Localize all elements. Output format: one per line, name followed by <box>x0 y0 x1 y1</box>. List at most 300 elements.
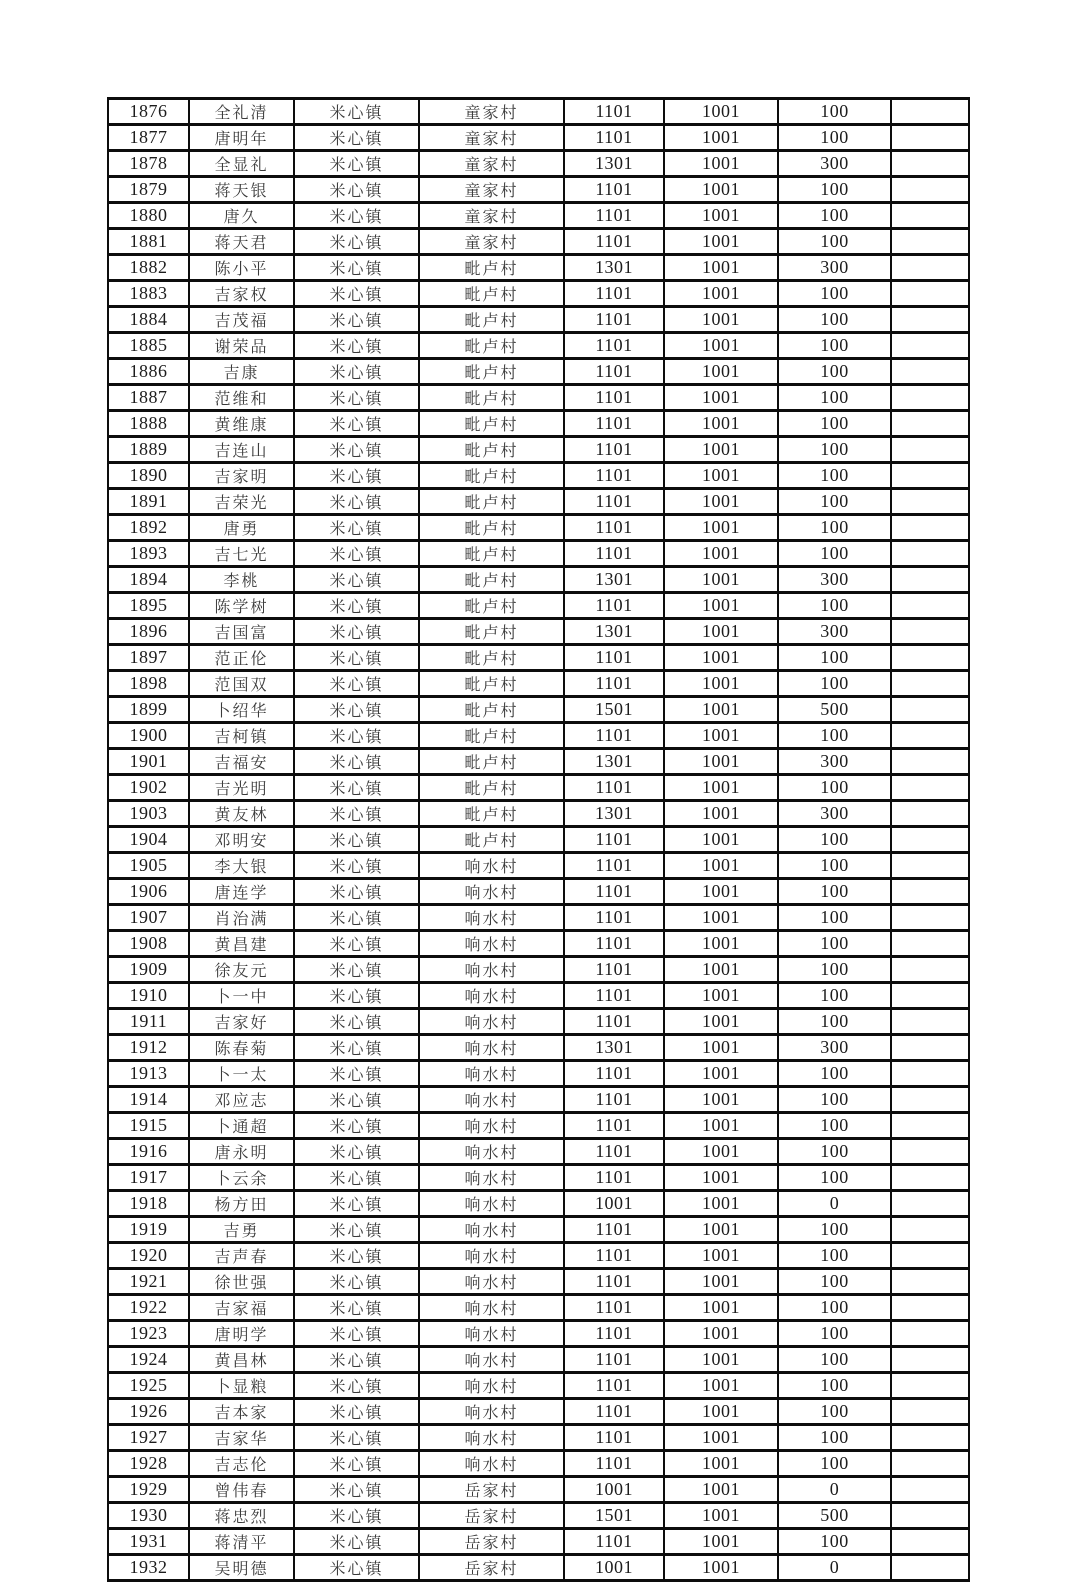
table-cell-person-name: 徐世强 <box>189 1269 294 1295</box>
table-cell-row-number: 1880 <box>108 203 189 229</box>
table-row <box>108 1139 969 1165</box>
table-cell-code-b: 1001 <box>664 957 778 983</box>
table-cell-row-number: 1917 <box>108 1165 189 1191</box>
table-cell-amount: 100 <box>778 307 891 333</box>
table-cell-row-number: 1908 <box>108 931 189 957</box>
table-cell-town: 米心镇 <box>294 1061 419 1087</box>
table-cell-town: 米心镇 <box>294 489 419 515</box>
table-cell-code-b: 1001 <box>664 1243 778 1269</box>
table-cell-code-a: 1501 <box>564 697 664 723</box>
table-cell-amount: 0 <box>778 1477 891 1503</box>
table-cell-village: 童家村 <box>419 177 564 203</box>
table-row <box>108 1373 969 1399</box>
table-cell-code-b: 1001 <box>664 203 778 229</box>
table-cell-person-name: 吉七光 <box>189 541 294 567</box>
table-cell-person-name: 吉连山 <box>189 437 294 463</box>
table-cell-row-number: 1882 <box>108 255 189 281</box>
table-cell-row-number: 1925 <box>108 1373 189 1399</box>
table-cell-code-b: 1001 <box>664 1087 778 1113</box>
table-cell-town: 米心镇 <box>294 1191 419 1217</box>
table-cell-remark <box>891 463 969 489</box>
table-cell-code-a: 1101 <box>564 489 664 515</box>
table-cell-code-a: 1101 <box>564 1139 664 1165</box>
table-cell-village: 毗卢村 <box>419 307 564 333</box>
table-cell-village: 童家村 <box>419 125 564 151</box>
table-cell-remark <box>891 801 969 827</box>
table-cell-person-name: 吉志伦 <box>189 1451 294 1477</box>
table-row <box>108 385 969 411</box>
table-cell-village: 响水村 <box>419 1061 564 1087</box>
table-cell-remark <box>891 1425 969 1451</box>
table-cell-code-a: 1101 <box>564 1529 664 1555</box>
table-row <box>108 1165 969 1191</box>
table-cell-row-number: 1928 <box>108 1451 189 1477</box>
table-cell-remark <box>891 1087 969 1113</box>
table-cell-village: 童家村 <box>419 99 564 125</box>
table-cell-amount: 100 <box>778 333 891 359</box>
table-cell-remark <box>891 489 969 515</box>
table-cell-person-name: 范国双 <box>189 671 294 697</box>
table-cell-person-name: 邓应志 <box>189 1087 294 1113</box>
table-cell-town: 米心镇 <box>294 1165 419 1191</box>
table-cell-amount: 100 <box>778 411 891 437</box>
table-cell-remark <box>891 1165 969 1191</box>
table-cell-code-a: 1101 <box>564 1217 664 1243</box>
table-cell-code-b: 1001 <box>664 645 778 671</box>
table-cell-amount: 300 <box>778 255 891 281</box>
table-cell-code-a: 1101 <box>564 879 664 905</box>
table-cell-code-a: 1101 <box>564 957 664 983</box>
table-cell-town: 米心镇 <box>294 1295 419 1321</box>
table-cell-row-number: 1887 <box>108 385 189 411</box>
table-cell-person-name: 陈学树 <box>189 593 294 619</box>
table-cell-code-b: 1001 <box>664 229 778 255</box>
table-cell-amount: 100 <box>778 645 891 671</box>
table-cell-village: 岳家村 <box>419 1477 564 1503</box>
table-cell-code-a: 1101 <box>564 1321 664 1347</box>
table-cell-amount: 100 <box>778 1451 891 1477</box>
table-cell-row-number: 1903 <box>108 801 189 827</box>
table-cell-person-name: 卜显粮 <box>189 1373 294 1399</box>
table-cell-town: 米心镇 <box>294 1087 419 1113</box>
table-cell-person-name: 卜一中 <box>189 983 294 1009</box>
table-cell-code-b: 1001 <box>664 567 778 593</box>
table-cell-row-number: 1926 <box>108 1399 189 1425</box>
table-cell-code-b: 1001 <box>664 1529 778 1555</box>
table-cell-code-b: 1001 <box>664 1477 778 1503</box>
table-cell-amount: 100 <box>778 203 891 229</box>
records-table-body <box>108 99 969 1581</box>
table-cell-remark <box>891 1477 969 1503</box>
table-cell-code-a: 1101 <box>564 1295 664 1321</box>
table-cell-village: 毗卢村 <box>419 645 564 671</box>
table-row <box>108 1191 969 1217</box>
table-cell-village: 毗卢村 <box>419 697 564 723</box>
table-cell-town: 米心镇 <box>294 1425 419 1451</box>
table-row <box>108 1061 969 1087</box>
table-cell-village: 毗卢村 <box>419 333 564 359</box>
table-row <box>108 1009 969 1035</box>
table-row <box>108 1243 969 1269</box>
table-cell-amount: 100 <box>778 125 891 151</box>
table-cell-village: 响水村 <box>419 957 564 983</box>
table-cell-town: 米心镇 <box>294 905 419 931</box>
table-cell-village: 童家村 <box>419 151 564 177</box>
table-cell-code-a: 1101 <box>564 671 664 697</box>
table-cell-code-a: 1501 <box>564 1503 664 1529</box>
table-cell-person-name: 唐明学 <box>189 1321 294 1347</box>
table-cell-amount: 100 <box>778 1295 891 1321</box>
table-cell-village: 响水村 <box>419 1399 564 1425</box>
table-cell-amount: 100 <box>778 515 891 541</box>
table-cell-remark <box>891 593 969 619</box>
table-cell-village: 毗卢村 <box>419 801 564 827</box>
table-cell-remark <box>891 99 969 125</box>
table-cell-row-number: 1876 <box>108 99 189 125</box>
table-cell-amount: 100 <box>778 489 891 515</box>
table-cell-row-number: 1916 <box>108 1139 189 1165</box>
table-row <box>108 697 969 723</box>
table-cell-person-name: 唐永明 <box>189 1139 294 1165</box>
table-cell-person-name: 肖治满 <box>189 905 294 931</box>
table-cell-code-b: 1001 <box>664 801 778 827</box>
table-cell-town: 米心镇 <box>294 879 419 905</box>
table-cell-remark <box>891 1373 969 1399</box>
table-cell-code-b: 1001 <box>664 1009 778 1035</box>
table-cell-person-name: 陈小平 <box>189 255 294 281</box>
table-cell-code-b: 1001 <box>664 437 778 463</box>
table-cell-person-name: 吉家好 <box>189 1009 294 1035</box>
table-cell-code-a: 1101 <box>564 1061 664 1087</box>
table-cell-row-number: 1894 <box>108 567 189 593</box>
table-cell-code-a: 1101 <box>564 385 664 411</box>
table-cell-code-b: 1001 <box>664 99 778 125</box>
table-cell-code-b: 1001 <box>664 1321 778 1347</box>
table-cell-village: 响水村 <box>419 1035 564 1061</box>
table-row <box>108 957 969 983</box>
table-cell-row-number: 1932 <box>108 1555 189 1581</box>
table-cell-row-number: 1884 <box>108 307 189 333</box>
table-cell-amount: 100 <box>778 957 891 983</box>
table-cell-remark <box>891 541 969 567</box>
table-cell-village: 响水村 <box>419 1269 564 1295</box>
table-cell-code-b: 1001 <box>664 723 778 749</box>
table-cell-village: 响水村 <box>419 1295 564 1321</box>
table-cell-code-b: 1001 <box>664 385 778 411</box>
table-cell-remark <box>891 437 969 463</box>
table-cell-remark <box>891 1347 969 1373</box>
table-cell-town: 米心镇 <box>294 723 419 749</box>
table-cell-row-number: 1909 <box>108 957 189 983</box>
table-cell-village: 响水村 <box>419 1347 564 1373</box>
table-cell-amount: 300 <box>778 1035 891 1061</box>
table-cell-code-a: 1101 <box>564 983 664 1009</box>
table-cell-village: 响水村 <box>419 1087 564 1113</box>
table-cell-row-number: 1898 <box>108 671 189 697</box>
table-cell-person-name: 吉柯镇 <box>189 723 294 749</box>
table-cell-row-number: 1927 <box>108 1425 189 1451</box>
table-cell-town: 米心镇 <box>294 1529 419 1555</box>
table-cell-row-number: 1907 <box>108 905 189 931</box>
table-cell-row-number: 1881 <box>108 229 189 255</box>
table-cell-person-name: 蒋天银 <box>189 177 294 203</box>
table-cell-row-number: 1915 <box>108 1113 189 1139</box>
table-cell-code-b: 1001 <box>664 359 778 385</box>
table-cell-village: 响水村 <box>419 905 564 931</box>
table-cell-amount: 100 <box>778 879 891 905</box>
table-cell-code-b: 1001 <box>664 775 778 801</box>
table-row <box>108 515 969 541</box>
table-cell-village: 响水村 <box>419 1009 564 1035</box>
table-cell-row-number: 1897 <box>108 645 189 671</box>
table-cell-code-b: 1001 <box>664 879 778 905</box>
table-cell-code-a: 1301 <box>564 801 664 827</box>
table-row <box>108 1217 969 1243</box>
table-cell-village: 响水村 <box>419 1243 564 1269</box>
table-cell-remark <box>891 281 969 307</box>
table-row <box>108 1477 969 1503</box>
table-cell-town: 米心镇 <box>294 983 419 1009</box>
table-cell-code-b: 1001 <box>664 333 778 359</box>
table-cell-person-name: 全礼清 <box>189 99 294 125</box>
table-row <box>108 99 969 125</box>
table-cell-code-a: 1101 <box>564 99 664 125</box>
table-cell-code-b: 1001 <box>664 281 778 307</box>
table-cell-person-name: 卜一太 <box>189 1061 294 1087</box>
table-cell-code-a: 1101 <box>564 1243 664 1269</box>
table-cell-code-a: 1101 <box>564 775 664 801</box>
table-cell-amount: 100 <box>778 463 891 489</box>
table-cell-code-a: 1101 <box>564 203 664 229</box>
table-cell-town: 米心镇 <box>294 541 419 567</box>
table-cell-person-name: 吉家福 <box>189 1295 294 1321</box>
table-cell-code-b: 1001 <box>664 1217 778 1243</box>
table-cell-village: 岳家村 <box>419 1555 564 1581</box>
table-cell-remark <box>891 307 969 333</box>
table-cell-town: 米心镇 <box>294 125 419 151</box>
table-cell-town: 米心镇 <box>294 671 419 697</box>
table-cell-remark <box>891 177 969 203</box>
table-row <box>108 619 969 645</box>
table-cell-town: 米心镇 <box>294 645 419 671</box>
table-cell-village: 响水村 <box>419 1191 564 1217</box>
table-cell-code-a: 1101 <box>564 1087 664 1113</box>
table-cell-row-number: 1924 <box>108 1347 189 1373</box>
table-row <box>108 1295 969 1321</box>
table-cell-row-number: 1906 <box>108 879 189 905</box>
table-cell-person-name: 卜通超 <box>189 1113 294 1139</box>
table-cell-row-number: 1913 <box>108 1061 189 1087</box>
table-cell-code-b: 1001 <box>664 827 778 853</box>
table-cell-amount: 100 <box>778 1243 891 1269</box>
table-row <box>108 463 969 489</box>
table-cell-person-name: 蒋忠烈 <box>189 1503 294 1529</box>
table-cell-code-b: 1001 <box>664 1035 778 1061</box>
table-cell-person-name: 吉国富 <box>189 619 294 645</box>
table-cell-amount: 100 <box>778 593 891 619</box>
table-cell-town: 米心镇 <box>294 697 419 723</box>
table-cell-town: 米心镇 <box>294 333 419 359</box>
table-row <box>108 827 969 853</box>
table-row <box>108 671 969 697</box>
table-cell-amount: 100 <box>778 385 891 411</box>
table-cell-village: 毗卢村 <box>419 619 564 645</box>
table-row <box>108 1555 969 1581</box>
table-cell-town: 米心镇 <box>294 1555 419 1581</box>
table-cell-code-a: 1101 <box>564 541 664 567</box>
table-cell-code-b: 1001 <box>664 983 778 1009</box>
table-cell-remark <box>891 1191 969 1217</box>
table-row <box>108 333 969 359</box>
table-cell-person-name: 曾伟春 <box>189 1477 294 1503</box>
table-cell-code-b: 1001 <box>664 515 778 541</box>
table-cell-remark <box>891 853 969 879</box>
table-cell-person-name: 唐勇 <box>189 515 294 541</box>
table-cell-code-b: 1001 <box>664 749 778 775</box>
table-cell-amount: 100 <box>778 1347 891 1373</box>
table-cell-row-number: 1886 <box>108 359 189 385</box>
table-row <box>108 1269 969 1295</box>
table-cell-person-name: 吉本家 <box>189 1399 294 1425</box>
table-cell-row-number: 1899 <box>108 697 189 723</box>
table-cell-row-number: 1885 <box>108 333 189 359</box>
table-row <box>108 489 969 515</box>
table-cell-row-number: 1879 <box>108 177 189 203</box>
table-cell-amount: 100 <box>778 1113 891 1139</box>
table-cell-village: 毗卢村 <box>419 489 564 515</box>
table-cell-code-b: 1001 <box>664 1295 778 1321</box>
table-cell-code-a: 1101 <box>564 281 664 307</box>
table-cell-village: 响水村 <box>419 1113 564 1139</box>
table-cell-village: 毗卢村 <box>419 593 564 619</box>
table-cell-remark <box>891 749 969 775</box>
table-cell-code-b: 1001 <box>664 1269 778 1295</box>
table-cell-code-b: 1001 <box>664 1191 778 1217</box>
table-cell-amount: 100 <box>778 177 891 203</box>
table-cell-code-b: 1001 <box>664 177 778 203</box>
table-cell-town: 米心镇 <box>294 1399 419 1425</box>
table-cell-person-name: 吉家华 <box>189 1425 294 1451</box>
table-cell-remark <box>891 1113 969 1139</box>
table-cell-amount: 100 <box>778 229 891 255</box>
table-cell-town: 米心镇 <box>294 1269 419 1295</box>
table-cell-village: 响水村 <box>419 853 564 879</box>
table-cell-remark <box>891 125 969 151</box>
table-cell-village: 童家村 <box>419 203 564 229</box>
table-cell-code-a: 1101 <box>564 1269 664 1295</box>
table-cell-code-b: 1001 <box>664 307 778 333</box>
table-cell-amount: 0 <box>778 1191 891 1217</box>
table-cell-code-a: 1101 <box>564 1373 664 1399</box>
table-cell-code-a: 1101 <box>564 307 664 333</box>
table-cell-amount: 100 <box>778 541 891 567</box>
table-cell-code-b: 1001 <box>664 541 778 567</box>
table-cell-amount: 100 <box>778 1217 891 1243</box>
table-cell-person-name: 谢荣品 <box>189 333 294 359</box>
table-cell-code-a: 1101 <box>564 593 664 619</box>
table-cell-code-a: 1101 <box>564 125 664 151</box>
table-row <box>108 1451 969 1477</box>
table-cell-remark <box>891 385 969 411</box>
table-cell-person-name: 吉家明 <box>189 463 294 489</box>
table-cell-person-name: 吉勇 <box>189 1217 294 1243</box>
table-cell-village: 毗卢村 <box>419 463 564 489</box>
table-cell-code-a: 1101 <box>564 827 664 853</box>
table-row <box>108 723 969 749</box>
table-cell-person-name: 吉光明 <box>189 775 294 801</box>
table-cell-person-name: 吉康 <box>189 359 294 385</box>
table-cell-amount: 500 <box>778 697 891 723</box>
table-cell-code-b: 1001 <box>664 1373 778 1399</box>
table-cell-village: 毗卢村 <box>419 515 564 541</box>
table-cell-person-name: 蒋天君 <box>189 229 294 255</box>
table-cell-code-b: 1001 <box>664 125 778 151</box>
table-cell-row-number: 1900 <box>108 723 189 749</box>
table-row <box>108 1035 969 1061</box>
table-cell-remark <box>891 983 969 1009</box>
table-cell-village: 毗卢村 <box>419 827 564 853</box>
table-cell-code-a: 1101 <box>564 1113 664 1139</box>
table-cell-town: 米心镇 <box>294 567 419 593</box>
table-cell-remark <box>891 1009 969 1035</box>
table-cell-amount: 100 <box>778 1139 891 1165</box>
table-cell-town: 米心镇 <box>294 307 419 333</box>
table-cell-row-number: 1901 <box>108 749 189 775</box>
table-cell-village: 毗卢村 <box>419 281 564 307</box>
table-cell-code-a: 1101 <box>564 1425 664 1451</box>
table-cell-village: 童家村 <box>419 229 564 255</box>
table-cell-person-name: 唐明年 <box>189 125 294 151</box>
table-cell-row-number: 1883 <box>108 281 189 307</box>
table-cell-town: 米心镇 <box>294 931 419 957</box>
table-cell-remark <box>891 1555 969 1581</box>
table-cell-village: 毗卢村 <box>419 385 564 411</box>
table-cell-code-a: 1301 <box>564 151 664 177</box>
table-cell-remark <box>891 1295 969 1321</box>
table-cell-village: 岳家村 <box>419 1529 564 1555</box>
table-row <box>108 983 969 1009</box>
table-cell-town: 米心镇 <box>294 775 419 801</box>
table-cell-code-a: 1101 <box>564 333 664 359</box>
table-row <box>108 411 969 437</box>
table-row <box>108 359 969 385</box>
table-cell-village: 毗卢村 <box>419 775 564 801</box>
table-cell-amount: 500 <box>778 1503 891 1529</box>
table-row <box>108 879 969 905</box>
table-cell-row-number: 1891 <box>108 489 189 515</box>
table-cell-person-name: 吉声春 <box>189 1243 294 1269</box>
table-cell-amount: 100 <box>778 1165 891 1191</box>
table-cell-amount: 300 <box>778 567 891 593</box>
table-cell-code-b: 1001 <box>664 1347 778 1373</box>
table-row <box>108 801 969 827</box>
table-cell-row-number: 1930 <box>108 1503 189 1529</box>
table-cell-row-number: 1889 <box>108 437 189 463</box>
table-row <box>108 1399 969 1425</box>
table-cell-code-a: 1301 <box>564 1035 664 1061</box>
table-cell-remark <box>891 905 969 931</box>
table-cell-village: 响水村 <box>419 1217 564 1243</box>
table-cell-remark <box>891 229 969 255</box>
table-cell-amount: 100 <box>778 1373 891 1399</box>
table-cell-code-a: 1301 <box>564 255 664 281</box>
table-cell-code-b: 1001 <box>664 853 778 879</box>
table-cell-remark <box>891 333 969 359</box>
table-row <box>108 749 969 775</box>
table-cell-remark <box>891 775 969 801</box>
table-cell-amount: 100 <box>778 1087 891 1113</box>
table-cell-village: 毗卢村 <box>419 359 564 385</box>
